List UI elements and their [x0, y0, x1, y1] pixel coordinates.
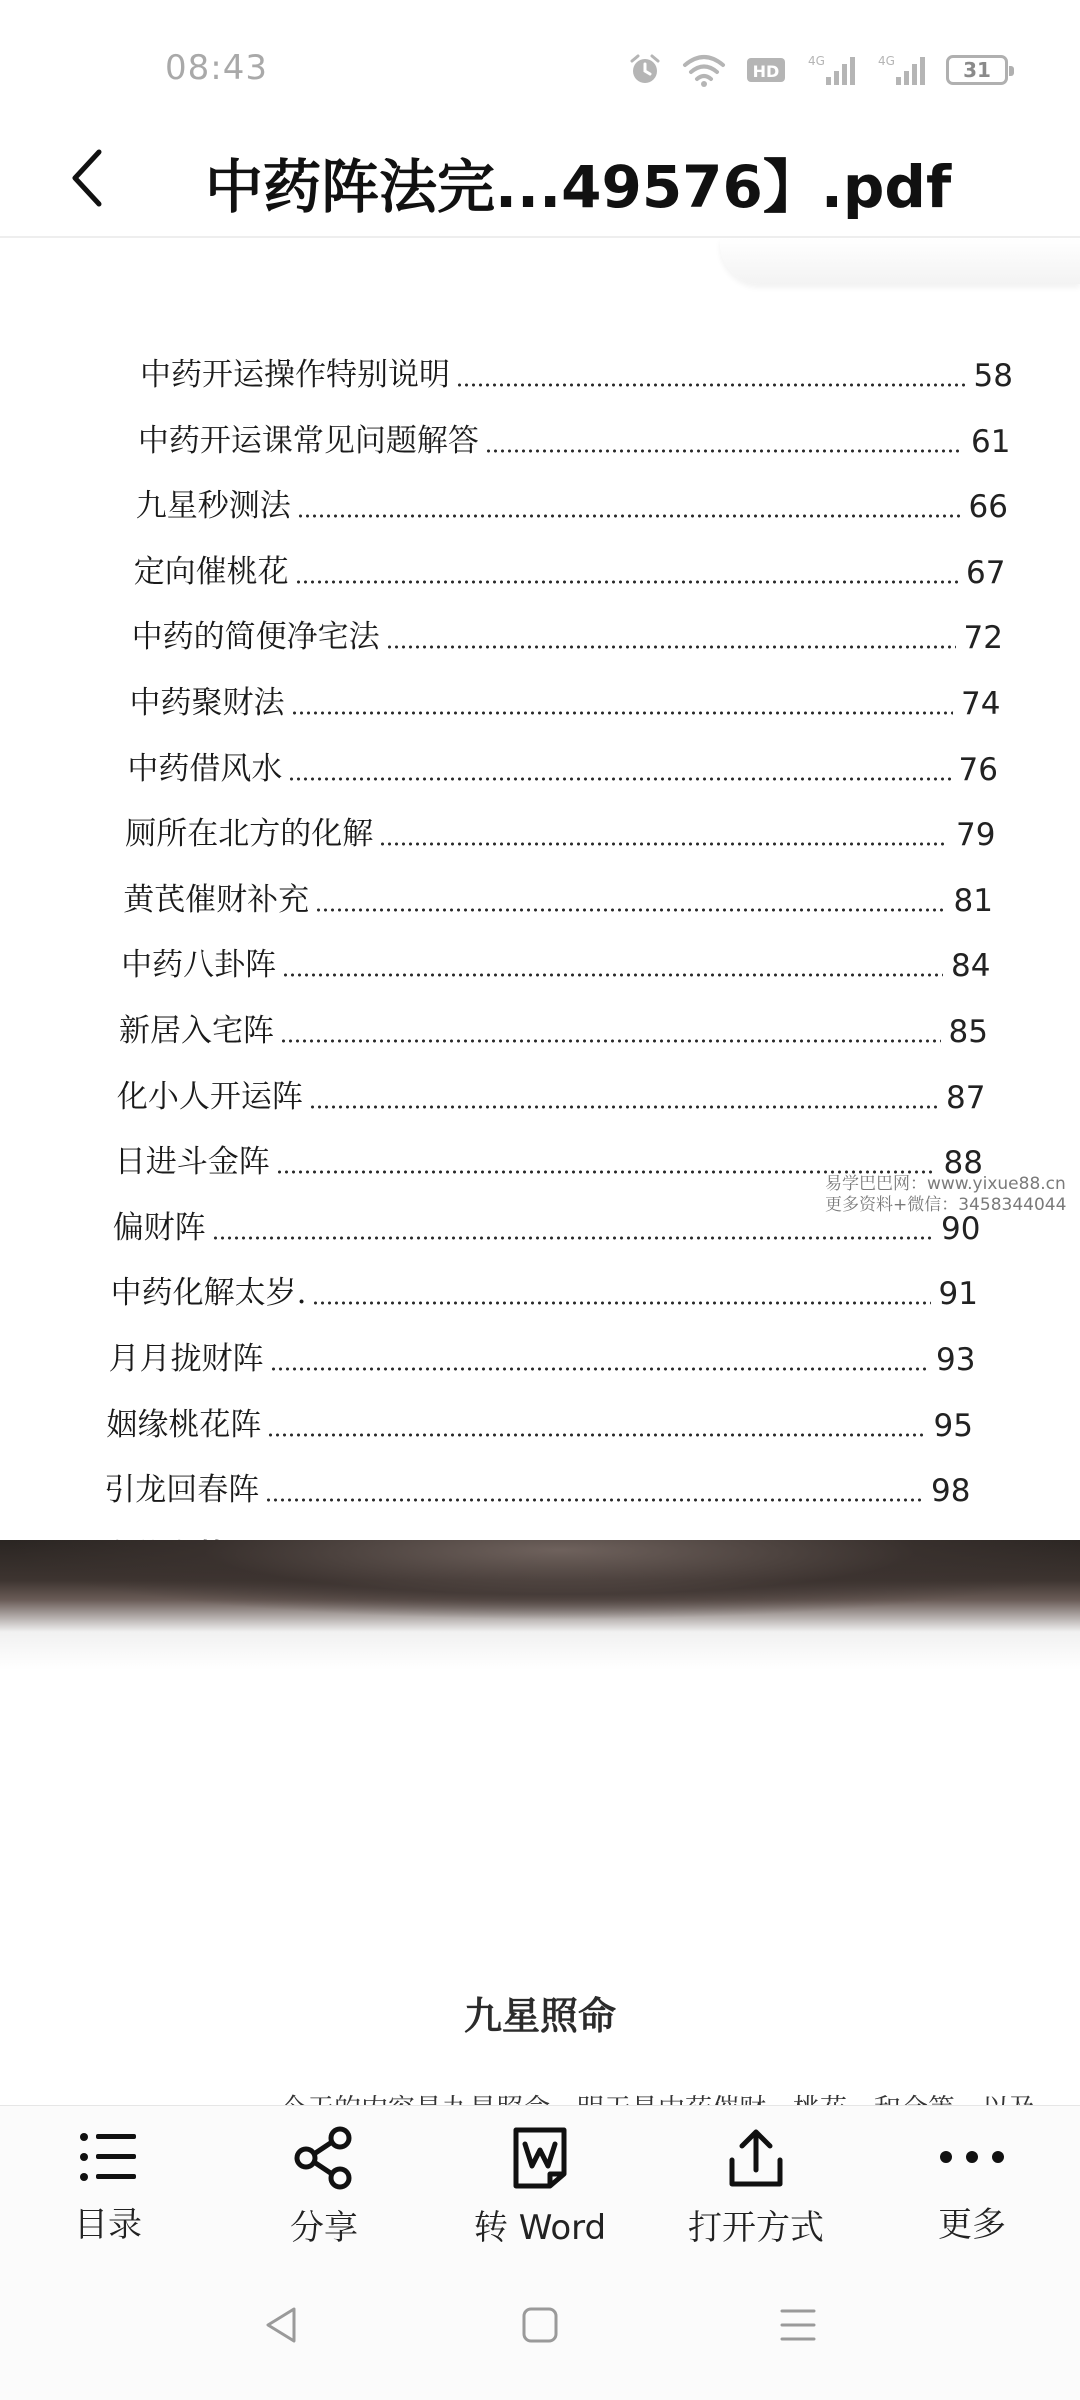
nav-home-button[interactable]: [500, 2295, 580, 2355]
toolbar-open-with-button[interactable]: [656, 2126, 856, 2246]
wifi-icon: [682, 53, 726, 87]
toc-title: 月月拢财阵: [108, 1341, 264, 1377]
signal-4g-icon: [806, 53, 856, 87]
toc-leader-dots: [309, 1105, 938, 1109]
toc-row[interactable]: [140, 348, 1013, 394]
watermark: [825, 1174, 1065, 1216]
toc-leader-dots: [280, 1039, 941, 1043]
toc-row[interactable]: [121, 938, 990, 984]
toc-row[interactable]: [132, 610, 1003, 656]
toc-title: 厕所在北方的化解: [125, 816, 374, 853]
toc-row[interactable]: [104, 1463, 970, 1509]
toc-leader-dots: [265, 1498, 923, 1502]
watermark-line: 更多资料+微信：3458344044: [825, 1195, 1067, 1215]
toc-title: 中药化解太岁.: [110, 1275, 307, 1312]
toc-leader-dots: [312, 1301, 930, 1305]
back-triangle-icon: [262, 2305, 302, 2345]
toc-row[interactable]: [109, 1332, 976, 1378]
status-bar: [0, 0, 1080, 140]
toc-page-number: 67: [966, 554, 1006, 591]
toc-leader-dots: [282, 973, 943, 977]
toc-page-number: 95: [933, 1407, 973, 1444]
toc-title: 新居入宅阵: [119, 1013, 274, 1049]
chevron-left-icon: [67, 148, 107, 208]
toc-row[interactable]: [130, 676, 1001, 722]
bottom-toolbar: [0, 2105, 1080, 2255]
next-page-heading: 九星照命: [463, 1993, 616, 2038]
toc-title: 中药借风水: [127, 750, 283, 787]
list-icon: [76, 2127, 140, 2187]
status-icons: [628, 50, 1008, 90]
toc-row[interactable]: [127, 742, 998, 788]
toc-title: 中药开运课常见问题解答: [137, 422, 479, 459]
toolbar-contents-button[interactable]: [8, 2126, 208, 2246]
toc-page-number: 93: [936, 1342, 976, 1378]
toolbar-label: 打开方式: [688, 2208, 824, 2248]
toc-title: 中药开运操作特别说明: [140, 357, 450, 393]
toc-title: 黄芪催财补充: [123, 881, 310, 918]
share-icon: [292, 2126, 356, 2190]
toc-leader-dots: [386, 645, 956, 649]
watermark-line: 易学巴巴网：www.yixue88.cn: [825, 1174, 1066, 1194]
toc-title: 九星秒测法: [135, 488, 291, 525]
page-break-shadow: [0, 1540, 1080, 1620]
toc-leader-dots: [212, 1236, 933, 1240]
word-icon: [510, 2126, 570, 2190]
toc-page-number: 79: [956, 817, 996, 854]
toc-title: 化小人开运阵: [116, 1078, 303, 1115]
toc-row[interactable]: [123, 873, 993, 919]
nav-back-button[interactable]: [242, 2295, 322, 2355]
toc-title: 定向催桃花: [133, 553, 289, 590]
toolbar-label: 转 Word: [473, 2208, 607, 2248]
toc-page-number: 66: [968, 489, 1008, 526]
toc-row[interactable]: [111, 1266, 978, 1312]
toc-page-number: 90: [941, 1210, 981, 1247]
toc-leader-dots: [288, 777, 950, 781]
toc-leader-dots: [295, 580, 958, 584]
status-time: 08:43: [165, 48, 268, 88]
toc-row[interactable]: [117, 1070, 986, 1116]
toc-row[interactable]: [125, 807, 995, 853]
toc-leader-dots: [270, 1367, 929, 1371]
toc-leader-dots: [297, 514, 961, 518]
toc-title: 中药的简便净宅法: [131, 619, 380, 656]
nav-menu-button[interactable]: [758, 2295, 838, 2355]
title-bar: [0, 120, 1080, 238]
toc-page-number: 81: [953, 882, 993, 919]
battery-icon: [946, 55, 1008, 85]
hd-icon: [746, 55, 786, 85]
toc-page-number: 84: [951, 948, 991, 985]
system-nav-bar: [0, 2255, 1080, 2400]
home-square-icon: [520, 2305, 560, 2345]
toolbar-label: 目录: [74, 2205, 142, 2245]
toc-row[interactable]: [134, 545, 1006, 591]
battery-level: 31: [963, 58, 991, 82]
signal-4g-icon: [876, 53, 926, 87]
toc-leader-dots: [485, 449, 963, 453]
toc-page-number: 58: [973, 358, 1013, 394]
toc-page-number: 76: [958, 751, 998, 788]
toc-row[interactable]: [138, 414, 1011, 460]
toc-page-number: 61: [971, 423, 1011, 460]
toc-page-number: 88: [943, 1145, 983, 1182]
more-icon: [937, 2147, 1007, 2167]
menu-lines-icon: [778, 2305, 818, 2345]
svg-text:HD: HD: [752, 62, 780, 81]
document-title: 中药阵法完...49576】.pdf: [205, 153, 952, 221]
toc-page-number: 72: [963, 620, 1003, 657]
toc-leader-dots: [379, 842, 948, 846]
toc-page-number: 85: [948, 1014, 988, 1050]
toc-row[interactable]: [106, 1398, 973, 1444]
toc-leader-dots: [456, 383, 966, 387]
toc-title: 偏财阵: [112, 1209, 206, 1246]
toc-title: 日进斗金阵: [114, 1144, 270, 1181]
toc-row[interactable]: [119, 1004, 988, 1050]
toolbar-label: 更多: [938, 2205, 1006, 2245]
svg-text:4G: 4G: [808, 54, 825, 68]
alarm-icon: [628, 53, 662, 87]
toc-leader-dots: [291, 711, 954, 715]
toc-page-number: 87: [946, 1079, 986, 1116]
toc-title: 引龙回春阵: [104, 1472, 260, 1509]
back-button[interactable]: [52, 138, 122, 218]
upload-icon: [724, 2126, 788, 2190]
toc-row[interactable]: [136, 479, 1008, 525]
toc-page-number: 74: [961, 686, 1001, 722]
toc-page-number: 91: [938, 1276, 978, 1313]
toc-page-number: 98: [931, 1473, 971, 1510]
toolbar-convert-word-button[interactable]: [440, 2126, 640, 2246]
toolbar-share-button[interactable]: [224, 2126, 424, 2246]
toc-title: 姻缘桃花阵: [106, 1406, 262, 1443]
toolbar-label: 分享: [290, 2208, 358, 2248]
toc-leader-dots: [267, 1433, 925, 1437]
svg-text:4G: 4G: [878, 54, 895, 68]
toc-leader-dots: [315, 908, 945, 912]
toc-title: 中药八卦阵: [121, 947, 277, 984]
toc-title: 中药聚财法: [129, 685, 285, 721]
toolbar-more-button[interactable]: [872, 2126, 1072, 2246]
